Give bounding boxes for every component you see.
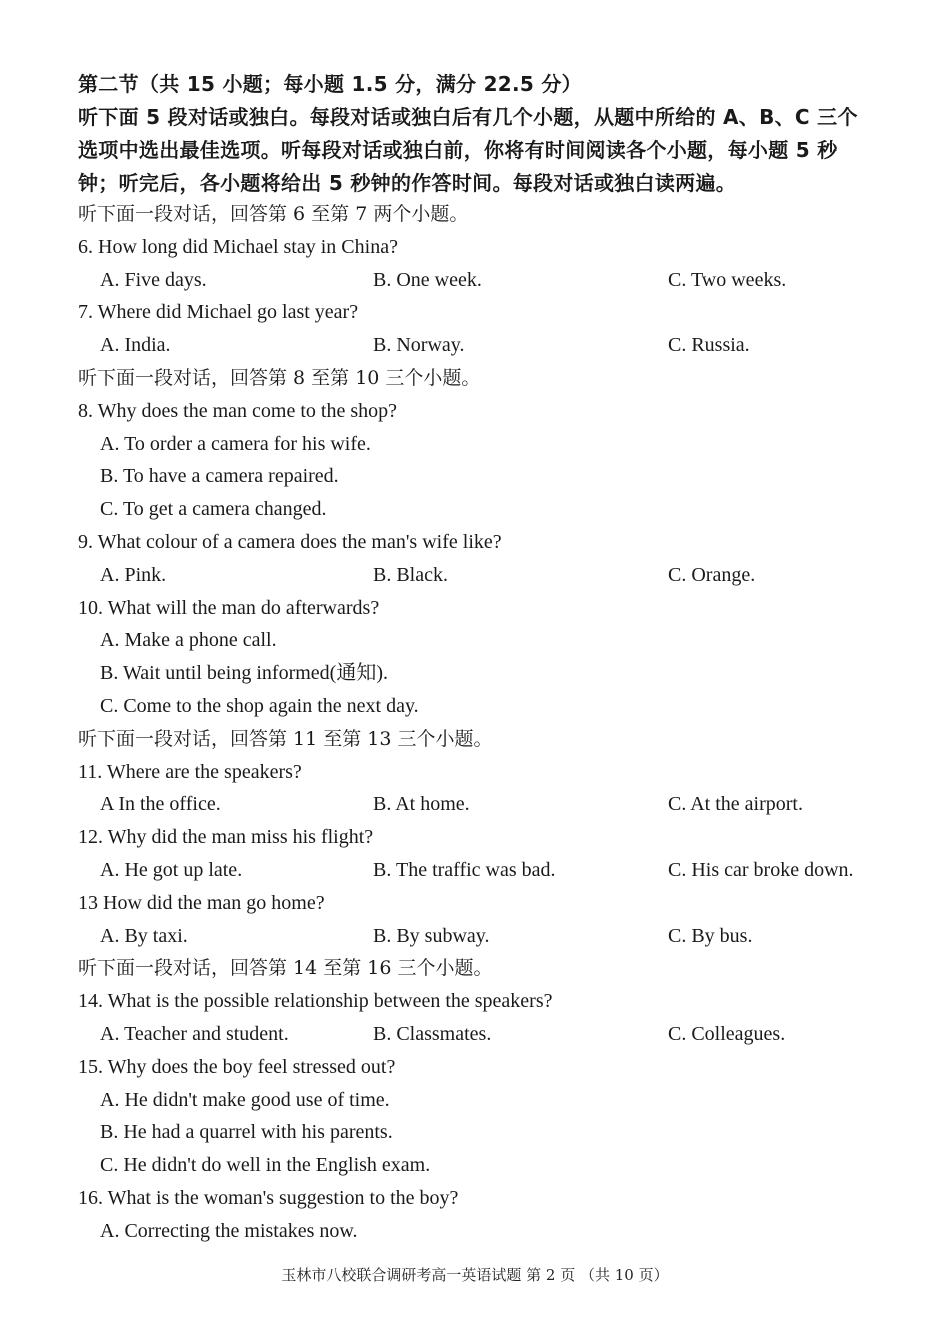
- question-stem: 7. Where did Michael go last year?: [78, 301, 359, 324]
- option-a: A. He got up late.: [100, 859, 243, 881]
- answer-option: C. To get a camera changed.: [100, 498, 327, 521]
- option-c: C. Two weeks.: [668, 268, 787, 291]
- option-b: B. At home.: [373, 793, 470, 816]
- answer-option: C. Come to the shop again the next day.: [100, 695, 419, 717]
- option-a: A. Pink.: [100, 563, 167, 586]
- question-stem: 6. How long did Michael stay in China?: [78, 235, 398, 258]
- answer-option: A. To order a camera for his wife.: [100, 432, 371, 455]
- question-stem: 13 How did the man go home?: [78, 891, 325, 914]
- question-stem: 11. Where are the speakers?: [78, 760, 302, 783]
- option-c: C. His car broke down.: [668, 859, 854, 881]
- question-stem: 15. Why does the boy feel stressed out?: [78, 1055, 396, 1078]
- dialogue-instruction: 听下面一段对话，回答第 14 至第 16 三个小题。: [78, 957, 493, 980]
- option-c: C. Colleagues.: [668, 1023, 786, 1045]
- answer-option: A. Correcting the mistakes now.: [100, 1219, 358, 1242]
- dialogue-instruction: 听下面一段对话，回答第 6 至第 7 两个小题。: [78, 203, 469, 225]
- option-a: A. By taxi.: [100, 924, 188, 947]
- option-b: B. By subway.: [373, 924, 490, 947]
- answer-option: A. He didn't make good use of time.: [100, 1088, 390, 1111]
- question-stem: 8. Why does the man come to the shop?: [78, 399, 398, 422]
- question-stem: 10. What will the man do afterwards?: [78, 596, 380, 619]
- dialogue-instruction: 听下面一段对话，回答第 11 至第 13 三个小题。: [78, 727, 493, 750]
- option-b: B. Classmates.: [373, 1023, 492, 1045]
- option-a: A. Five days.: [100, 268, 207, 291]
- option-b: B. The traffic was bad.: [373, 859, 556, 881]
- option-b: B. Norway.: [373, 334, 465, 357]
- option-a: A. Teacher and student.: [100, 1023, 289, 1045]
- answer-option: A. Make a phone call.: [100, 629, 277, 652]
- option-c: C. Russia.: [668, 334, 750, 357]
- answer-option: C. He didn't do well in the English exam.: [100, 1154, 431, 1177]
- answer-option: B. To have a camera repaired.: [100, 465, 339, 488]
- instructions: 听下面 5 段对话或独白。每段对话或独白后有几个小题，从题中所给的 A、B、C 三个选项中选出最佳选项。听每段对话或独白前，你将有时间阅读各个小题，每小题 5 秒钟；听完后，各小题将给出 5 秒钟的作答时间。每段对话或独白读两遍。: [78, 105, 858, 195]
- option-b: B. One week.: [373, 268, 482, 291]
- option-a: A. India.: [100, 334, 171, 357]
- dialogue-instruction: 听下面一段对话，回答第 8 至第 10 三个小题。: [78, 367, 481, 389]
- option-c: C. At the airport.: [668, 793, 803, 816]
- answer-option: B. He had a quarrel with his parents.: [100, 1121, 393, 1144]
- section-title: 第二节（共 15 小题；每小题 1.5 分，满分 22.5 分）: [78, 72, 582, 96]
- page-footer: 玉林市八校联合调研考高一英语试题 第 2 页 （共 10 页）: [281, 1266, 669, 1284]
- option-c: C. Orange.: [668, 563, 756, 586]
- question-stem: 14. What is the possible relationship between the speakers?: [78, 990, 553, 1013]
- option-b: B. Black.: [373, 563, 448, 586]
- question-stem: 16. What is the woman's suggestion to the boy?: [78, 1187, 459, 1209]
- question-stem: 9. What colour of a camera does the man's wife like?: [78, 531, 502, 553]
- option-a: A In the office.: [100, 793, 221, 816]
- answer-option: B. Wait until being informed(通知).: [100, 662, 388, 685]
- option-c: C. By bus.: [668, 924, 753, 947]
- question-stem: 12. Why did the man miss his flight?: [78, 826, 374, 849]
